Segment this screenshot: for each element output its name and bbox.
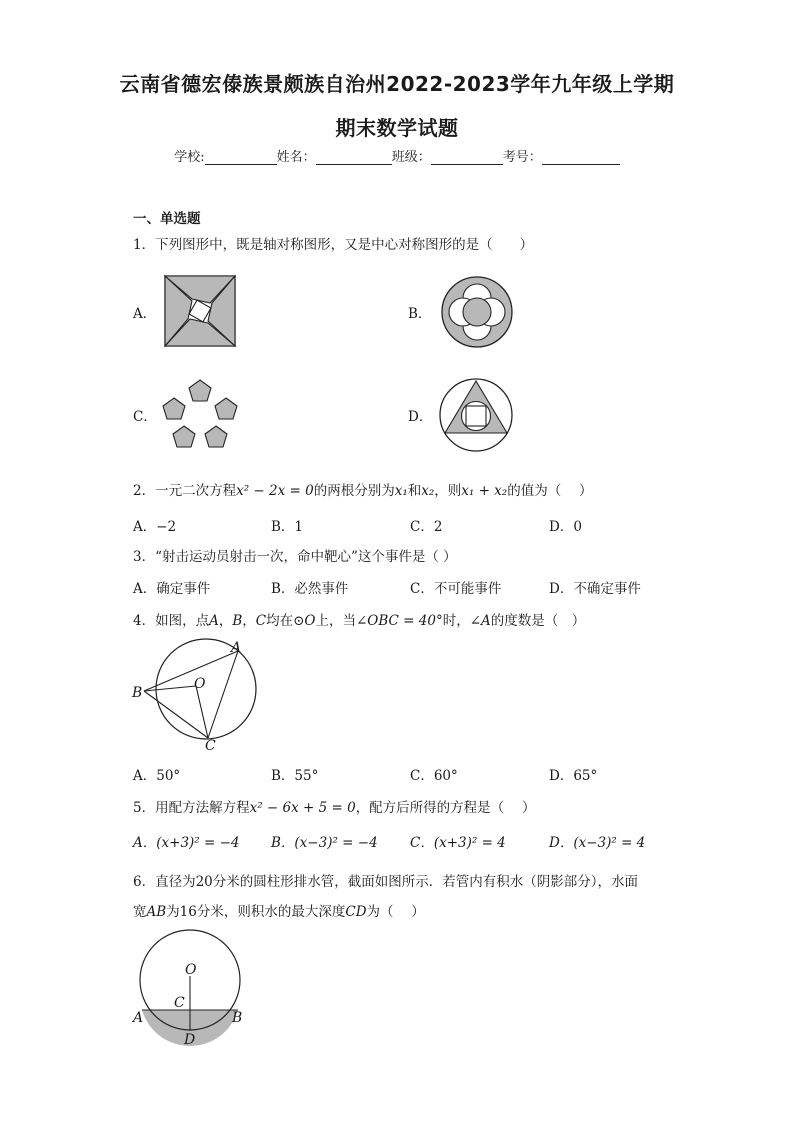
q4-angle-obc: ∠OBC = 40° xyxy=(356,613,443,629)
q2-x1: x₁ xyxy=(394,483,408,499)
question-6-stem-line2 xyxy=(133,900,425,920)
q4-option-a[interactable]: A．50° xyxy=(133,768,181,784)
q4-suffix: 的度数是（ ） xyxy=(490,613,586,629)
q6-line2-b: 为 xyxy=(166,904,180,920)
question-2-stem xyxy=(133,479,593,499)
question-3-stem: 3．“射击运动员射击一次，命中靶心”这个事件是（ ） xyxy=(133,549,457,565)
q5-suffix: ，配方后所得的方程是（ ） xyxy=(355,800,536,816)
exam-title-line1: 云南省德宏傣族景颇族自治州2022-2023学年九年级上学期 xyxy=(119,72,675,96)
q2-and: 和 xyxy=(407,483,422,499)
q4-when: 上，当 xyxy=(315,613,356,629)
q5-option-d[interactable]: D．(x−3)² = 4 xyxy=(549,835,646,851)
q3-option-b[interactable]: B．必然事件 xyxy=(271,581,349,597)
q6-label-a: A xyxy=(133,1010,144,1026)
q1-option-a-figure xyxy=(164,275,236,347)
q5-equation: x² − 6x + 5 = 0 xyxy=(249,800,356,816)
q2-sum: x₁ + x₂ xyxy=(461,483,508,499)
q4-point-b: B xyxy=(232,613,243,629)
question-4-stem: 4．如图，点A，B，C均在⊙O上，当∠OBC = 40°时，∠A的度数是（ ） xyxy=(133,613,586,629)
q6-diameter: 20 xyxy=(195,874,213,890)
section-heading: 一、单选题 xyxy=(133,211,201,227)
q2-x2: x₂ xyxy=(421,483,435,499)
q2-mid: 的两根分别为 xyxy=(313,483,395,499)
q6-label-b: B xyxy=(232,1010,243,1026)
question-6-stem-line1 xyxy=(133,870,638,890)
q4-center-o: O xyxy=(304,613,316,629)
name-label: 姓名： xyxy=(276,150,316,165)
q6-line2-d: 为（ ） xyxy=(366,904,425,920)
q6-label-o: O xyxy=(185,962,197,978)
q3-option-d[interactable]: D．不确定事件 xyxy=(549,581,641,597)
school-blank[interactable] xyxy=(205,150,277,165)
name-blank[interactable] xyxy=(316,150,392,165)
q6-label-d: D xyxy=(184,1032,196,1048)
q2-option-c[interactable]: C．2 xyxy=(410,519,443,535)
class-label: 班级： xyxy=(391,150,431,165)
q6-line1-b: 分米的圆柱形排水管，截面如图所示．若管内有积水（阴影部分），水面 xyxy=(212,874,639,890)
q5-option-b[interactable]: B．(x−3)² = −4 xyxy=(271,835,378,851)
q1-option-b-label[interactable]: B． xyxy=(408,306,432,322)
q4-prefix: 4．如图，点 xyxy=(133,613,210,629)
q2-suffix: 的值为（ ） xyxy=(507,483,593,499)
q4-label-c: C xyxy=(205,738,216,754)
exam-title-line2: 期末数学试题 xyxy=(335,116,459,140)
q4-angle-a: ∠A xyxy=(469,613,491,629)
q1-option-d-label[interactable]: D． xyxy=(408,409,433,425)
question-1-stem: 1．下列图形中，既是轴对称图形，又是中心对称图形的是（ ） xyxy=(133,237,534,253)
question-5-stem xyxy=(133,796,535,816)
q4-figure xyxy=(130,637,248,753)
q4-point-c: C xyxy=(255,613,267,629)
q2-option-a[interactable]: A．−2 xyxy=(133,519,177,535)
q4-label-a: A xyxy=(231,640,242,656)
student-info-row xyxy=(0,146,794,165)
q4-option-b[interactable]: B．55° xyxy=(271,768,319,784)
q1-option-a-label[interactable]: A． xyxy=(133,306,157,322)
q6-line1-a: 6．直径为 xyxy=(133,874,196,890)
q6-line2-c: 分米，则积水的最大深度 xyxy=(196,904,346,920)
q1-option-c-label[interactable]: C． xyxy=(133,409,157,425)
q4-on-circle: 均在⊙ xyxy=(266,613,305,629)
exam-no-blank[interactable] xyxy=(542,150,620,165)
q6-width: 16 xyxy=(179,904,197,920)
q5-option-c[interactable]: C．(x+3)² = 4 xyxy=(410,835,506,851)
q1-option-b-figure xyxy=(441,276,513,348)
q6-label-c: C xyxy=(174,995,185,1011)
q2-equation: x² − 2x = 0 xyxy=(236,483,314,499)
exam-no-label: 考号： xyxy=(502,150,542,165)
q2-prefix: 2．一元二次方程 xyxy=(133,483,237,499)
q5-option-a[interactable]: A．(x+3)² = −4 xyxy=(133,835,240,851)
q3-option-a[interactable]: A．确定事件 xyxy=(133,581,211,597)
q4-option-c[interactable]: C．60° xyxy=(410,768,458,784)
school-label: 学校: xyxy=(174,150,205,165)
q4-time: 时， xyxy=(442,613,470,629)
q4-label-o: O xyxy=(194,676,206,692)
q2-option-b[interactable]: B．1 xyxy=(271,519,304,535)
q5-prefix: 5．用配方法解方程 xyxy=(133,800,250,816)
q2-then: ，则 xyxy=(434,483,462,499)
q6-figure xyxy=(130,930,248,1046)
q4-label-b: B xyxy=(132,685,143,701)
class-blank[interactable] xyxy=(431,150,503,165)
q2-option-d[interactable]: D．0 xyxy=(549,519,582,535)
q6-cd: CD xyxy=(345,904,367,920)
q6-line2-a: 宽 xyxy=(133,904,147,920)
q1-option-d-figure xyxy=(439,378,513,452)
q1-option-c-figure xyxy=(160,376,240,452)
q4-point-a: A xyxy=(209,613,219,629)
q6-ab: AB xyxy=(146,904,167,920)
q4-option-d[interactable]: D．65° xyxy=(549,768,598,784)
q3-option-c[interactable]: C．不可能事件 xyxy=(410,581,502,597)
